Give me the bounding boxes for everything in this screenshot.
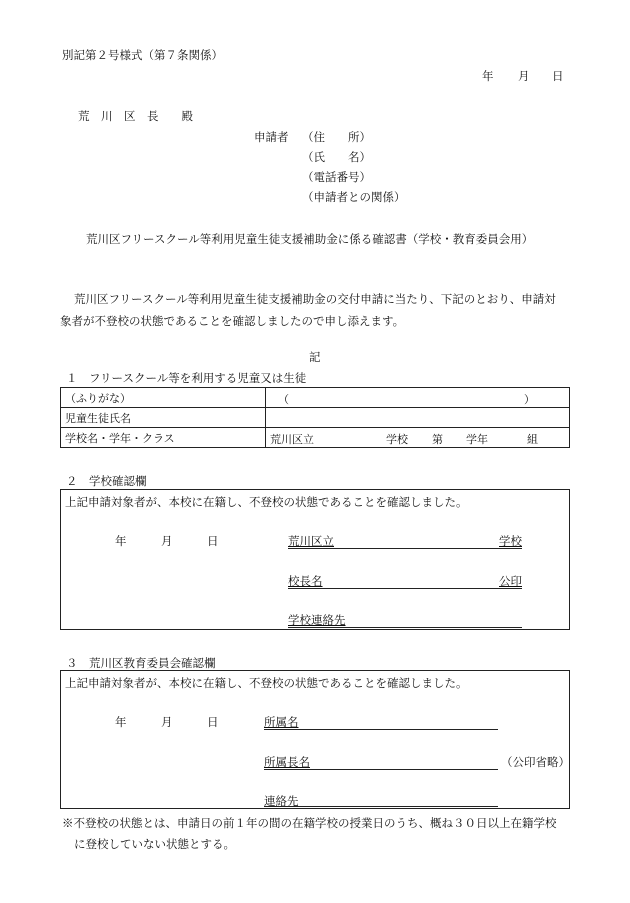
- board-contact-line[interactable]: [264, 806, 498, 807]
- addressee: 荒 川 区 長 殿: [78, 109, 193, 123]
- section1-heading: １ フリースクール等を利用する児童又は生徒: [66, 371, 307, 385]
- table-row: [61, 388, 570, 408]
- date-day: 日: [552, 69, 564, 83]
- board-confirm-month: 月: [161, 715, 173, 729]
- furigana-field[interactable]: [266, 388, 570, 408]
- applicant-label: 申請者: [254, 130, 289, 144]
- school-prefix: 荒川区立: [270, 433, 314, 446]
- form-id: 別記第２号様式（第７条関係）: [62, 48, 223, 62]
- confirm-day: 日: [207, 534, 219, 548]
- department-name-line[interactable]: [264, 729, 498, 730]
- board-confirm-year: 年: [115, 715, 127, 729]
- school-name-prefix: 荒川区立: [288, 534, 334, 548]
- applicant-address-label: （住 所）: [302, 130, 371, 144]
- footnote-line2: に登校していない状態とする。: [74, 837, 235, 851]
- board-confirmation-statement: 上記申請対象者が、本校に在籍し、不登校の状態であることを確認しました。: [65, 676, 468, 690]
- intro-text-line2: 象者が不登校の状態であることを確認しましたので申し添えます。: [60, 314, 405, 328]
- school-word: 学校: [386, 433, 408, 446]
- school-grade-class-field[interactable]: [266, 428, 570, 448]
- board-contact-label: 連絡先: [264, 794, 299, 808]
- principal-name-label: 校長名: [288, 574, 323, 588]
- applicant-phone-label: （電話番号）: [302, 170, 371, 184]
- table-row: [61, 408, 570, 428]
- table-row: [61, 428, 570, 448]
- school-contact-line[interactable]: [288, 627, 522, 628]
- grade-prefix: 第: [432, 433, 443, 446]
- ki-heading: 記: [309, 350, 321, 364]
- date-year: 年: [482, 69, 494, 83]
- school-grade-class-label: 学校名・学年・クラス: [61, 428, 266, 448]
- section3-heading: ３ 荒川区教育委員会確認欄: [66, 656, 216, 670]
- furigana-label: （ふりがな）: [61, 388, 266, 408]
- section2-heading: ２ 学校確認欄: [66, 474, 147, 488]
- date-month: 月: [518, 69, 530, 83]
- document-title: 荒川区フリースクール等利用児童生徒支援補助金に係る確認書（学校・教育委員会用）: [86, 232, 534, 246]
- furigana-close-paren: ）: [524, 393, 535, 406]
- department-name-label: 所属名: [264, 715, 299, 729]
- school-seal-label: 公印: [499, 574, 522, 588]
- principal-name-line[interactable]: [288, 588, 522, 589]
- board-confirmation-box: [60, 670, 570, 809]
- confirm-year: 年: [115, 534, 127, 548]
- student-info-table: [60, 387, 570, 448]
- footnote-line1: ※不登校の状態とは、申請日の前１年の間の在籍学校の授業日のうち、概ね３０日以上在籍学校: [62, 816, 557, 830]
- seal-omitted-label: （公印省略）: [501, 755, 570, 769]
- board-confirm-day: 日: [207, 715, 219, 729]
- department-head-line[interactable]: [264, 769, 498, 770]
- grade-word: 学年: [466, 433, 488, 446]
- school-confirmation-statement: 上記申請対象者が、本校に在籍し、不登校の状態であることを確認しました。: [65, 495, 468, 509]
- applicant-relation-label: （申請者との関係）: [302, 190, 406, 204]
- class-word: 組: [527, 433, 538, 446]
- student-name-field[interactable]: [266, 408, 570, 428]
- student-name-label: 児童生徒氏名: [61, 408, 266, 428]
- school-name-suffix: 学校: [499, 534, 522, 548]
- department-head-label: 所属長名: [264, 755, 310, 769]
- applicant-name-label: （氏 名）: [302, 150, 371, 164]
- intro-text-line1: 荒川区フリースクール等利用児童生徒支援補助金の交付申請に当たり、下記のとおり、申請対: [74, 292, 556, 306]
- confirm-month: 月: [161, 534, 173, 548]
- school-name-line[interactable]: [288, 548, 522, 549]
- furigana-open-paren: （: [278, 393, 289, 406]
- school-contact-label: 学校連絡先: [288, 613, 346, 627]
- school-confirmation-box: [60, 489, 570, 630]
